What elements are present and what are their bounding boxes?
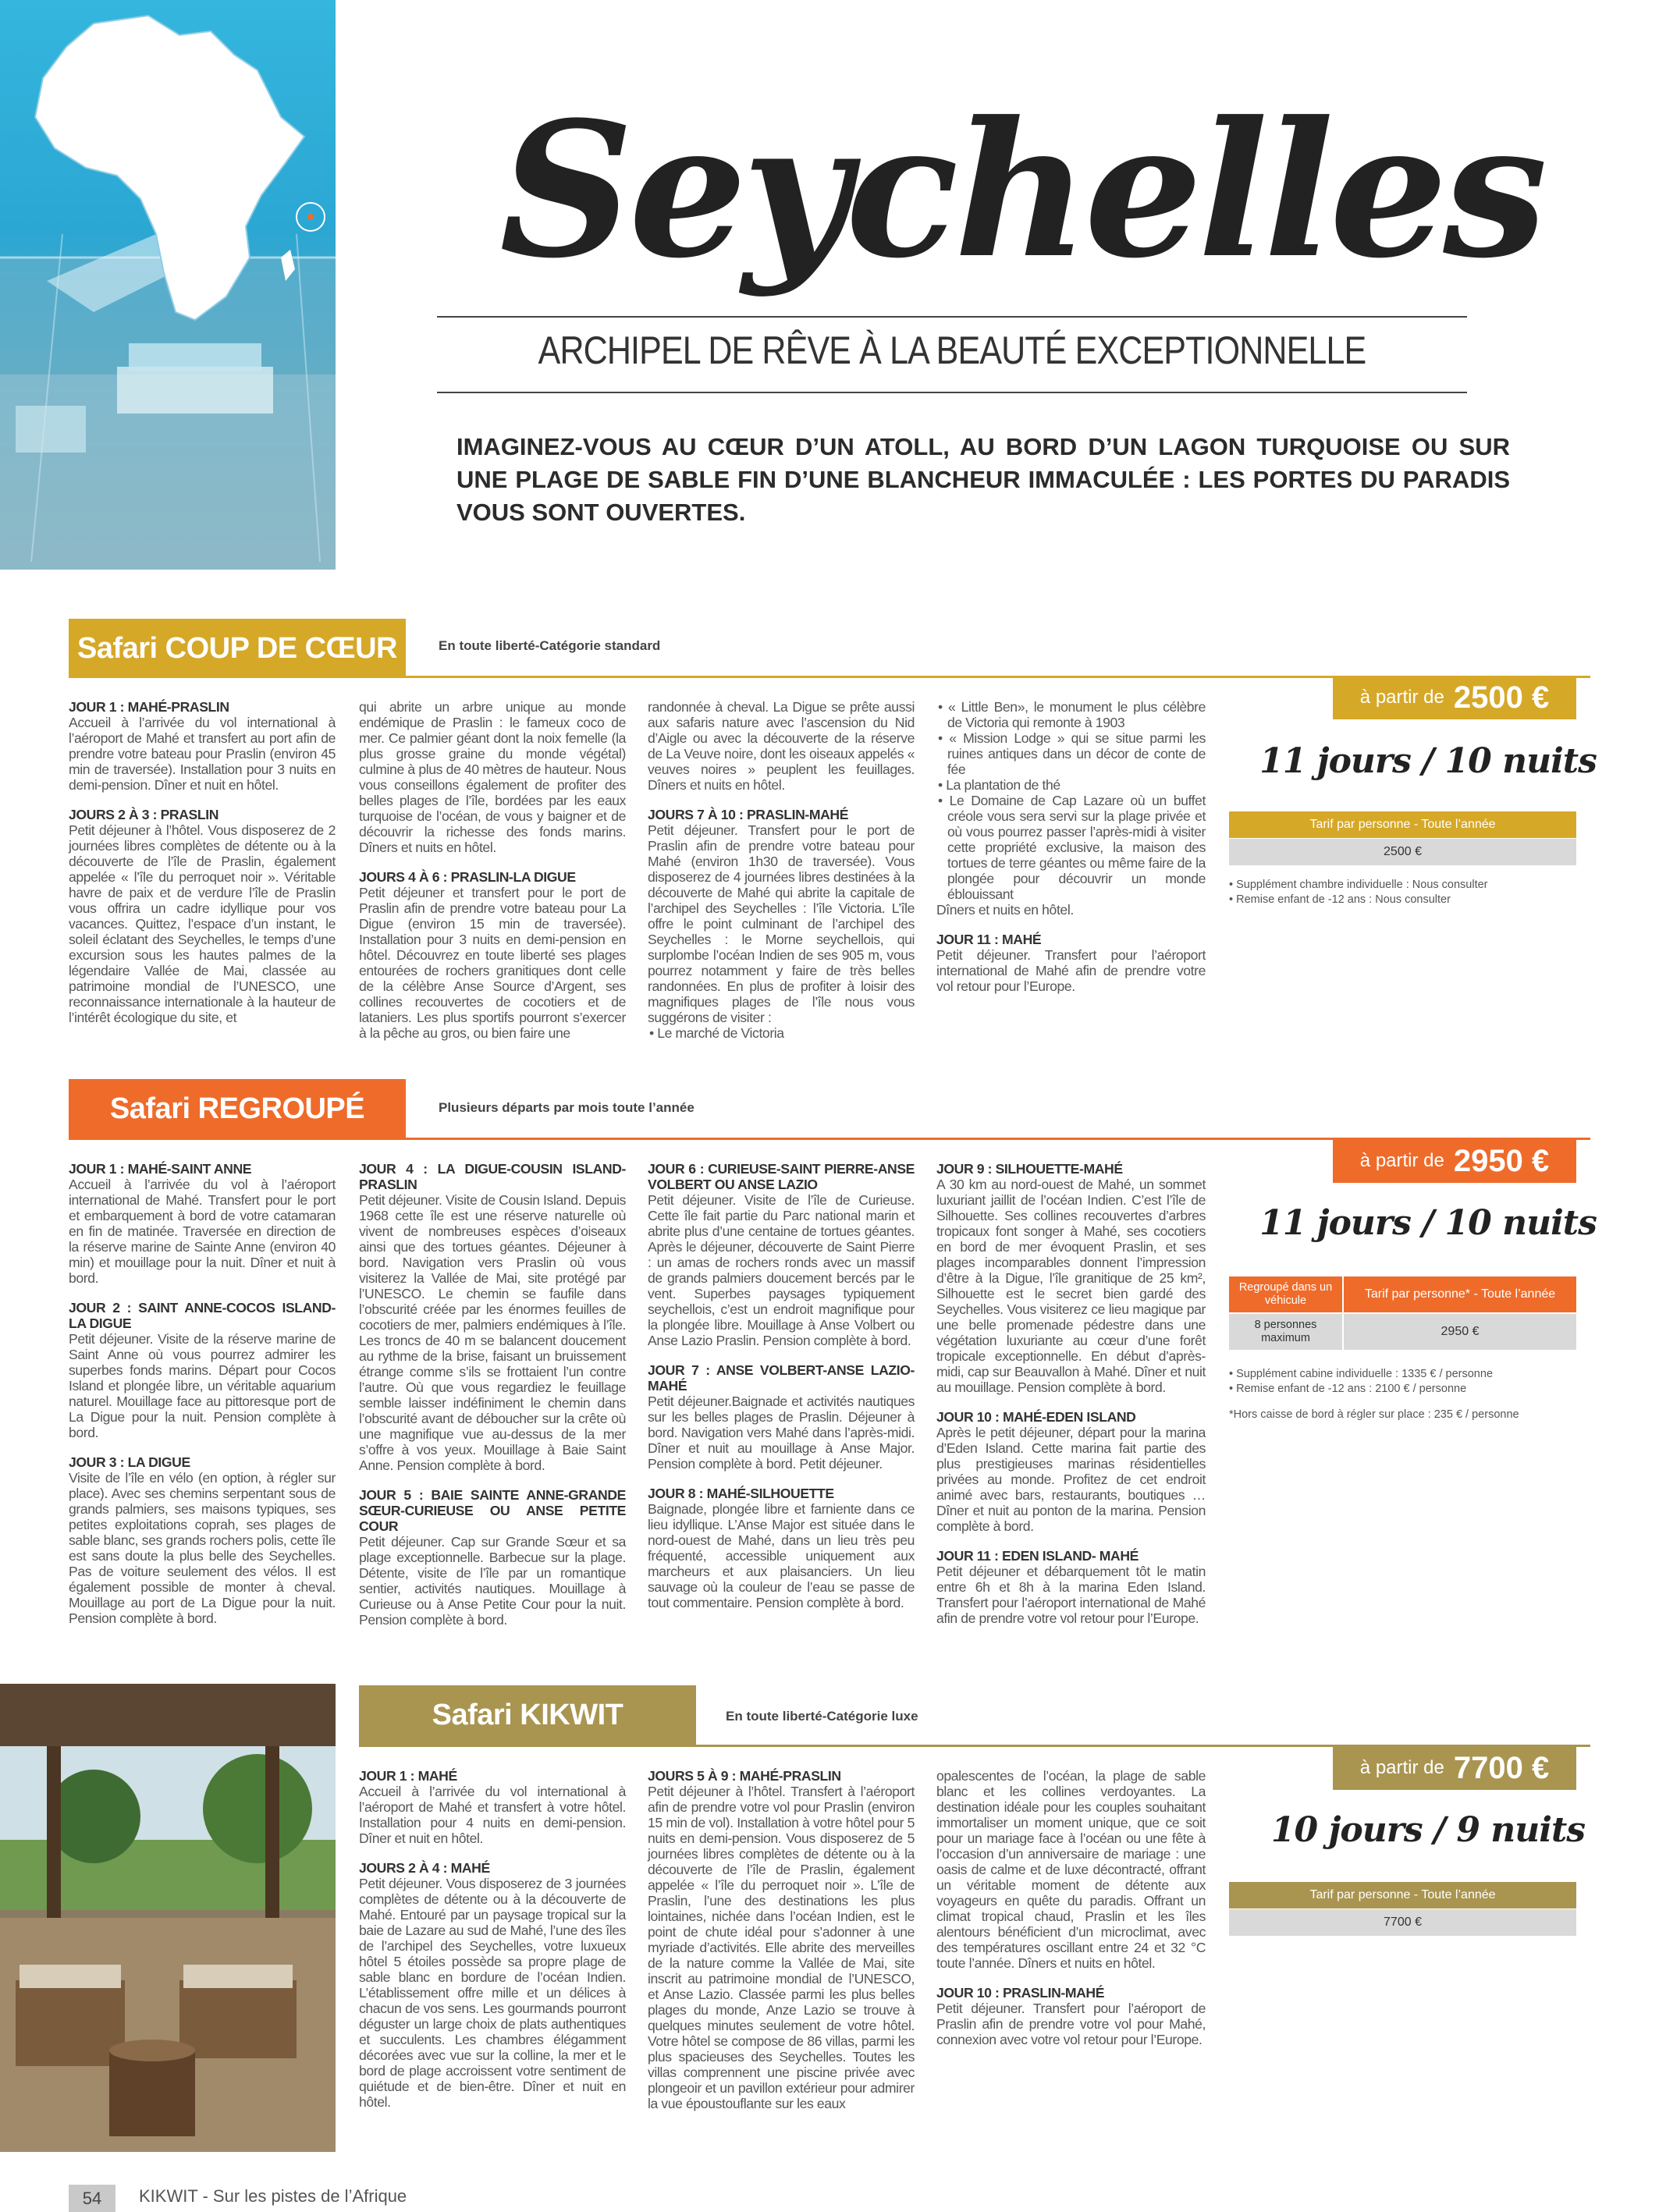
page-subtitle: ARCHIPEL DE RÊVE À LA BEAUTÉ EXCEPTIONNELLE [538, 328, 1366, 372]
day-text: Petit déjeuner. Transfert pour l’aéroport de Praslin afin de prendre votre vol pour Mahé, connexion avec votre vol retour pour l’Europe. [936, 2001, 1206, 2047]
safari3-duration: 10 jours / 9 nuits [1270, 1810, 1586, 1850]
day-heading: JOUR 10 : PRASLIN-MAHÉ [936, 1985, 1105, 2001]
safari1-price [1333, 676, 1576, 719]
day-text: Petit déjeuner. Transfert pour l’aéroport international de Mahé afin de prendre votre vol retour pour l’Europe. [936, 947, 1206, 994]
day-heading: JOUR 5 : BAIE SAINTE ANNE-GRANDE SŒUR-CURIEUSE OU ANSE PETITE COUR [359, 1487, 626, 1534]
price-value: 2950 € [1453, 1143, 1550, 1178]
page-title: Seychelles [499, 82, 1544, 300]
terrace-photo [0, 1684, 336, 2152]
day-text: Accueil à l’arrivée du vol international à l’aéroport de Mahé et transfert à votre hôtel. Installation pour 4 nuits en demi-pension. Dîner et nuit en hôtel. [359, 1784, 626, 1846]
day-text: Petit déjeuner. Visite de Cousin Island. Depuis 1968 cette île est une réserve naturelle où vivent de nombreuses espèces d’oiseaux ainsi que des tortues géantes. Déjeuner à bord. Navigation vers Praslin où vous visiterez la Vallée de Mai, site protégé par l’UNESCO. Le chemin se faufile dans l’obscurité créée par les énormes feuilles de cocotiers de mer, palmiers endémiques à l’île. Les troncs de 40 m se balancent doucement au rythme de la brise, faisant un bruissement étrange comme s’ils se frottaient l’un contre l’autre. Où que vous regardiez le feuillage semble laisser indéfiniment le chemin dans l’obscurité avant de déboucher sur la crête où une magnifique vue au-dessus de la mer s’offre à vos yeux. Mouillage à Baie Saint Anne. Pension complète à bord. [359, 1192, 626, 1473]
day-heading: JOUR 11 : MAHÉ [936, 932, 1042, 947]
day-text: opalescentes de l’océan, la plage de sable blanc et les collines verdoyantes. La destination idéale pour les couples souhaitant immortaliser un moment unique, que ce soit pour un mariage face à l’océan ou une fête à l’occasion d’un anniversaire de mariage : une oasis de calme et de luxe décontracté, offrant un véritable moment de détente aux voyageurs en quête du paradis. Offrant un climat tropical chaud, Praslin et les îles alentours bénéficient d’un microclimat, avec des températures oscillant entre 24 et 32 °C toute l’année. Dîners et nuits en hôtel. [936, 1768, 1206, 1971]
safari1-col3 [648, 699, 915, 1046]
day-heading: JOURS 4 À 6 : PRASLIN-LA DIGUE [359, 869, 576, 885]
safari2-tarif-left-header: Regroupé dans un véhicule [1229, 1276, 1342, 1312]
safari1-col1 [69, 699, 336, 1039]
safari3-col2 [648, 1768, 915, 2125]
day-heading: JOUR 6 : CURIEUSE-SAINT PIERRE-ANSE VOLBERT OU ANSE LAZIO [648, 1161, 915, 1192]
day-heading: JOUR 1 : MAHÉ-SAINT ANNE [69, 1161, 252, 1177]
safari1-col2 [359, 699, 626, 1055]
safari2-col4 [936, 1161, 1206, 1640]
day-text: Petit déjeuner et débarquement tôt le matin entre 6h et 8h à la marina Eden Island. Transfert pour l’aéroport international de Mahé afin de prendre votre vol retour pour l’Europe. [936, 1564, 1206, 1626]
day-heading: JOUR 1 : MAHÉ-PRASLIN [69, 699, 229, 715]
day-text: Petit déjeuner. Transfert pour le port de Praslin afin de prendre votre bateau pour Mahé (environ 1h30 de traversée). Vous disposerez de 4 journées libres destinées à la découverte de Mahé qui abrite la capitale de l’archipel des Seychelles : l’île Victoria. L’île offre le point culminant de l’archipel des Seychelles : le Morne seychellois, qui surplombe l’océan Indien de ses 905 m, vous pourrez notamment y faire de très belles randonnées. En plus de profiter à loisir des magnifiques plages de l’île nous vous suggérons de visiter : [648, 822, 915, 1025]
safari2-col3 [648, 1161, 915, 1624]
day-heading: JOUR 4 : LA DIGUE-COUSIN ISLAND-PRASLIN [359, 1161, 626, 1192]
day-heading: JOUR 3 : LA DIGUE [69, 1454, 190, 1470]
list-item: • Le marché de Victoria [649, 1025, 784, 1041]
day-heading: JOUR 11 : EDEN ISLAND- MAHÉ [936, 1548, 1139, 1564]
day-text: qui abrite un arbre unique au monde endémique de Praslin : le fameux coco de mer. Ce palmier géant dont la noix femelle (la plus grosse graine du monde végétal) culmine à plus de 40 mètres de hauteur. Nous vous conseillons également de profiter des belles plages de l’île, bordées par les eaux turquoise de l’océan, de vous y baigner et de découvrir la richesse des fonds marins. Dîners et nuits en hôtel. [359, 699, 626, 855]
safari1-duration: 11 jours / 10 nuits [1259, 741, 1597, 781]
day-text: Après le petit déjeuner, départ pour la marina d’Eden Island. Cette marina fait partie des plus prestigieuses marinas résidentielles privées au monde. Profitez de cet endroit animé avec bars, restaurants, boutiques … Dîner et nuit au ponton de la marina. Pension complète à bord. [936, 1425, 1206, 1534]
list-item: • « Mission Lodge » qui se situe parmi les ruines antiques dans un décor de conte de fée [938, 730, 1206, 777]
day-text: A 30 km au nord-ouest de Mahé, un sommet luxuriant jaillit de l’océan Indien. C’est l’île de Silhouette. Ses collines recouvertes d’arbres tropicaux font songer à Mahé, ses cocotiers en bord de mer évoquent Praslin, et ses plages incomparables donnent l’impression d’être à la Digue, l’île granitique de 25 km², Silhouette est le secret bien gardé des Seychelles. Vous visiterez ce lieu magique par une belle promenade pédestre dans une végétation luxuriante au cœur d’une forêt tropicale exceptionnelle. En début d’après-midi, cap sur Beauvallon à Mahé. Dîner et nuit au mouillage. Pension complète à bord. [936, 1177, 1206, 1395]
safari2-subtitle: Plusieurs départs par mois toute l’année [439, 1100, 695, 1115]
africa-map-icon [0, 0, 336, 336]
day-text: Accueil à l’arrivée du vol international à l’aéroport de Mahé et transfert au port afin de prendre votre bateau pour Praslin (environ 45 min de traversée). Installation pour 3 nuits en demi-pension. Dîner et nuit en hôtel. [69, 715, 336, 793]
day-text: Petit déjeuner à l’hôtel. Transfert à l’aéroport afin de prendre votre vol pour Praslin (environ 15 min de vol). Installation à votre hôtel pour 5 nuits en demi-pension. Vous disposerez de 5 journées libres complètes de détente ou à la découverte de l’île de Praslin, également appelée « l’île du perroquet noir ». L’île de Praslin, l’une des destinations les plus lointaines, nichée dans l’océan Indien, est le point de chute idéal pour s’adonner à une myriade d’activités. Elle abrite des merveilles de la nature comme la Vallée de Mai, site inscrit au patrimoine mondial de l’UNESCO, et Anse Lazio. Classée parmi les plus belles plages du monde, Anze Lazio se trouve à quelques minutes seulement de votre hôtel. Votre hôtel se compose de 86 villas, parmi les plus spacieuses des Seychelles. Toutes les villas comprennent une piscine privée avec plongeoir et un pavillon extérieur pour admirer la vue époustouflante sur les eaux [648, 1784, 915, 2111]
page-intro: IMAGINEZ-VOUS AU CŒUR D’UN ATOLL, AU BORD D’UN LAGON TURQUOISE OU SUR UNE PLAGE DE SABLE FIN D’UNE BLANCHEUR IMMACULÉE : LES PORTES DU PARADIS VOUS SONT OUVERTES. [456, 433, 1510, 526]
safari2-tarif-header: Tarif par personne* - Toute l’année [1344, 1276, 1576, 1312]
day-text: randonnée à cheval. La Digue se prête aussi aux safaris nature avec l’ascension du Nid d’Aigle ou avec la découverte de la réserve de La Veuve noire, dont les oiseaux appelés « veuves noires » peuplent les feuillages. Dîners et nuits en hôtel. [648, 699, 915, 793]
day-text: Baignade, plongée libre et farniente dans ce lieu idyllique. L’Anse Major est située dans le nord-ouest de Mahé, dans un lieu très peu fréquenté, accessible uniquement aux marcheurs et aux plaisanciers. Un lieu sauvage où la couleur de l’eau se passe de tout commentaire. Pension complète à bord. [648, 1501, 915, 1610]
price-prefix: à partir de [1359, 1150, 1444, 1171]
day-text: Petit déjeuner. Vous disposerez de 3 journées complètes de détente ou à la découverte de Mahé. Entouré par un paysage tropical sur la baie de Lazare au sud de Mahé, l’une des îles de l’archipel des Seychelles, votre luxueux hôtel 5 étoiles possède sa propre plage de sable blanc en bordure de l’océan Indien. L’établissement offre mille et un délices à chacun de vos sens. Les gourmands pourront déguster un large choix de plats authentiques et succulents. Les chambres élégamment décorées avec vue sur la colline, la mer et le bord de plage accroissent votre sentiment de quiétude et de bien-être. Dîner et nuit en hôtel. [359, 1876, 626, 2110]
price-prefix: à partir de [1359, 687, 1444, 708]
day-text: Petit déjeuner.Baignade et activités nautiques sur les belles plages de Praslin. Déjeuner à bord. Navigation vers Mahé dans l’après-midi. Dîner et nuit au mouillage à Anse Major. Pension complète à bord. Petit déjeuner. [648, 1394, 915, 1472]
safari3-tarif-value: 7700 € [1229, 1909, 1576, 1936]
list-item: • Le Domaine de Cap Lazare où un buffet créole vous sera servi sur la plage privée et où vous pourrez passer l’après-midi à visiter cette propriété exclusive, la maison des tortues de terre géantes ou même faire de la plongée pour découvrir un monde éblouissant [938, 793, 1206, 902]
safari1-col4 [936, 699, 1206, 1008]
safari3-tarif-header: Tarif par personne - Toute l’année [1229, 1882, 1576, 1908]
safari2-tarif-value: 2950 € [1344, 1314, 1576, 1350]
safari2-notes [1229, 1367, 1576, 1422]
day-heading: JOURS 2 À 4 : MAHÉ [359, 1860, 490, 1876]
day-heading: JOUR 1 : MAHÉ [359, 1768, 457, 1784]
day-text: Petit déjeuner. Visite de l’île de Curieuse. Cette île fait partie du Parc national marin et abrite plus d’une centaine de tortues géantes. Après le déjeuner, découverte de Saint Pierre : un amas de rochers ronds avec un massif de grands palmiers doucement bercés par le vent. Superbes paysages typiquement seychellois, c’est un endroit magnifique pour la plongée libre. Mouillage à Anse Volbert ou Anse Lazio Praslin. Pension complète à bord. [648, 1192, 915, 1348]
day-heading: JOURS 7 À 10 : PRASLIN-MAHÉ [648, 807, 849, 822]
safari2-duration: 11 jours / 10 nuits [1259, 1203, 1597, 1243]
title-rule-bottom [437, 392, 1467, 393]
note: • Supplément cabine individuelle : 1335 € / personne [1229, 1368, 1494, 1380]
safari3-price [1333, 1746, 1576, 1790]
safari1-tarif-value: 2500 € [1229, 839, 1576, 865]
terrace-illustration [0, 1684, 336, 2152]
page-number: 54 [69, 2185, 115, 2212]
day-text: Petit déjeuner à l’hôtel. Vous disposerez de 2 journées libres complètes de détente ou à la découverte de l’île de Praslin, également appelée « l’île du perroquet noir ». Véritable havre de paix et de verdure l’île de Praslin vous offrira un cadre idyllique pour vos vacances. Quittez, l’espace d’un instant, le soleil éclatant des Seychelles, le temps d’une excursion sous les hautes palmes de la légendaire Vallée de Mai, classée au patrimoine mondial de l’UNESCO, une reconnaissance internationale à la hauteur de l’intérêt écologique du site, et [69, 822, 336, 1025]
safari1-title-band: Safari COUP DE CŒUR [69, 619, 406, 678]
day-heading: JOUR 10 : MAHÉ-EDEN ISLAND [936, 1409, 1136, 1425]
day-heading: JOURS 2 À 3 : PRASLIN [69, 807, 219, 822]
day-heading: JOUR 7 : ANSE VOLBERT-ANSE LAZIO-MAHÉ [648, 1362, 915, 1394]
note: • Remise enfant de -12 ans : Nous consulter [1229, 893, 1451, 906]
note: • Remise enfant de -12 ans : 2100 € / personne [1229, 1383, 1467, 1395]
price-value: 2500 € [1453, 680, 1550, 715]
note: *Hors caisse de bord à régler sur place : 235 € / personne [1229, 1408, 1519, 1421]
footer-text: KIKWIT - Sur les pistes de l’Afrique [139, 2186, 407, 2206]
day-text: Accueil à l’arrivée du vol à l’aéroport international de Mahé. Transfert pour le port et embarquement à bord de votre catamaran en fin de matinée. Traversée en direction de la réserve marine de Sainte Anne (environ 40 min) et mouillage pour la nuit. Dîner et nuit à bord. [69, 1177, 336, 1286]
safari2-price [1333, 1139, 1576, 1183]
day-text: Petit déjeuner. Cap sur Grande Sœur et sa plage exceptionnelle. Barbecue sur la plage. Détente, visite de l’île par un romantique sentier, activités nautiques. Mouillage à Curieuse ou à Anse Petite Cour pour la nuit. Pension complète à bord. [359, 1534, 626, 1628]
safari2-col2 [359, 1161, 626, 1642]
hero-image [0, 0, 336, 570]
safari1-tarif-header: Tarif par personne - Toute l’année [1229, 811, 1576, 838]
safari2-tarif-left-value: 8 personnes maximum [1229, 1314, 1342, 1350]
list-item: • « Little Ben», le monument le plus célèbre de Victoria qui remonte à 1903 [938, 699, 1206, 730]
day-heading: JOURS 5 À 9 : MAHÉ-PRASLIN [648, 1768, 841, 1784]
safari3-subtitle: En toute liberté-Catégorie luxe [726, 1709, 918, 1724]
safari3-col3 [936, 1768, 1206, 2061]
day-text: Petit déjeuner. Visite de la réserve marine de Saint Anne où vous pourrez admirer les superbes fonds marins. Départ pour Cocos Island et plongée libre, un véritable aquarium naturel. Mouillage face au pittoresque port de La Digue pour la nuit. Pension complète à bord. [69, 1331, 336, 1440]
day-text: Dîners et nuits en hôtel. [936, 902, 1074, 918]
safari1-subtitle: En toute liberté-Catégorie standard [439, 638, 661, 653]
day-heading: JOUR 2 : SAINT ANNE-COCOS ISLAND-LA DIGUE [69, 1300, 336, 1331]
list-item: • La plantation de thé [938, 777, 1060, 793]
price-value: 7700 € [1453, 1750, 1550, 1785]
note: • Supplément chambre individuelle : Nous consulter [1229, 879, 1488, 891]
safari1-notes [1229, 878, 1576, 907]
safari2-title-band: Safari REGROUPÉ [69, 1079, 406, 1138]
title-rule-top [437, 316, 1467, 318]
day-text: Visite de l’île en vélo (en option, à régler sur place). Avec ses chemins serpentant sous de grands palmiers, ses maisons typiques, ses petites exploitations coprah, ses plages de sable blanc, ses grands rochers polis, cette île est sans doute la plus belle des Seychelles. Pas de voiture seulement des vélos. Il est également possible de monter à cheval. Mouillage au port de La Digue pour la nuit. Pension complète à bord. [69, 1470, 336, 1626]
safari2-col1 [69, 1161, 336, 1640]
safari3-col1 [359, 1768, 626, 2124]
safari3-title-band: Safari KIKWIT [359, 1685, 696, 1745]
day-heading: JOUR 9 : SILHOUETTE-MAHÉ [936, 1161, 1123, 1177]
price-prefix: à partir de [1359, 1757, 1444, 1778]
day-heading: JOUR 8 : MAHÉ-SILHOUETTE [648, 1486, 834, 1501]
day-text: Petit déjeuner et transfert pour le port de Praslin afin de prendre votre bateau pour La Digue (environ 15 min de traversée). Installation pour 3 nuits en demi-pension en hôtel. Découvrez en toute liberté ses plages entourées de rochers granitiques dont celle de la célèbre Anse Source d’Argent, ses collines recouvertes de cocotiers et de lataniers. Les plus sportifs pourront s’exercer à la pêche au gros, ou bien faire une [359, 885, 626, 1041]
